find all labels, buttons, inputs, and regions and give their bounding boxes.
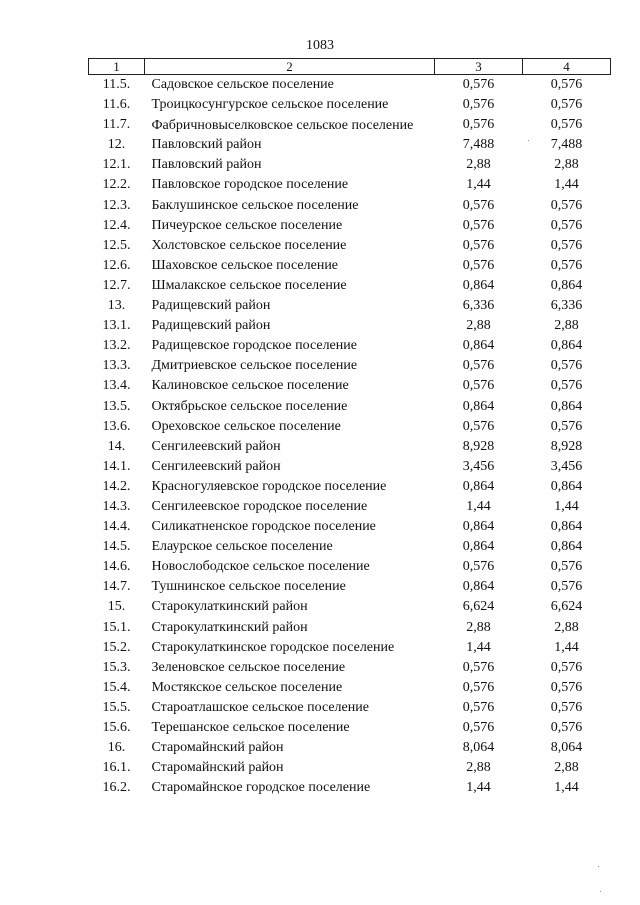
row-value-col4: 6,336 bbox=[550, 298, 583, 314]
table-row bbox=[89, 517, 611, 537]
row-value-col3: 0,864 bbox=[462, 398, 495, 414]
row-value-col3: 0,576 bbox=[462, 418, 495, 434]
row-number: 13.1. bbox=[102, 318, 131, 334]
row-value-col3: 2,88 bbox=[466, 318, 491, 334]
row-name: Шмалакское сельское поселение bbox=[151, 277, 347, 293]
row-name: Тушнинское сельское поселение bbox=[151, 579, 346, 595]
row-value-col3: 2,88 bbox=[466, 157, 491, 173]
table-row bbox=[89, 316, 611, 336]
row-name: Павловский район bbox=[151, 137, 262, 153]
table-row bbox=[89, 135, 611, 155]
row-value-col4: 0,576 bbox=[550, 559, 583, 575]
row-name: Старокулаткинское городское поселение bbox=[151, 639, 395, 655]
row-number: 13.6. bbox=[102, 418, 131, 434]
row-name: Старокулаткинский район bbox=[151, 619, 308, 635]
table-row bbox=[89, 618, 611, 638]
table-row bbox=[89, 336, 611, 356]
table-body bbox=[89, 75, 611, 799]
row-value-col4: 0,576 bbox=[550, 579, 583, 595]
table-row bbox=[89, 437, 611, 457]
row-value-col4: 0,576 bbox=[550, 418, 583, 434]
table-row bbox=[89, 597, 611, 617]
header-col-1: 1 bbox=[89, 59, 145, 75]
row-value-col4: 8,928 bbox=[550, 438, 583, 454]
row-value-col3: 0,864 bbox=[462, 539, 495, 555]
row-value-col4: 3,456 bbox=[550, 458, 583, 474]
row-value-col3: 8,064 bbox=[462, 740, 495, 756]
row-number: 14.3. bbox=[102, 498, 131, 514]
row-value-col3: 0,864 bbox=[462, 579, 495, 595]
row-name: Старомайнское городское поселение bbox=[151, 780, 371, 796]
row-number: 15.4. bbox=[102, 679, 131, 695]
row-number: 14.7. bbox=[102, 579, 131, 595]
table-row bbox=[89, 196, 611, 216]
row-number: 14.5. bbox=[102, 539, 131, 555]
row-name: Красногуляевское городское поселение bbox=[151, 478, 387, 494]
row-number: 12.6. bbox=[102, 257, 131, 273]
row-value-col3: 3,456 bbox=[462, 458, 495, 474]
row-value-col3: 0,576 bbox=[462, 358, 495, 374]
row-value-col3: 0,576 bbox=[462, 699, 495, 715]
row-value-col4: 0,576 bbox=[550, 659, 583, 675]
row-name: Старомайнский район bbox=[151, 760, 284, 776]
row-value-col4: 2,88 bbox=[554, 318, 579, 334]
row-value-col4: 2,88 bbox=[554, 619, 579, 635]
row-value-col4: 0,864 bbox=[550, 478, 583, 494]
table-row bbox=[89, 718, 611, 738]
row-value-col4: 0,576 bbox=[550, 720, 583, 735]
table-header-row bbox=[89, 59, 611, 75]
table-row bbox=[89, 778, 611, 798]
row-value-col3: 0,576 bbox=[462, 257, 495, 273]
row-number: 15.2. bbox=[102, 639, 131, 655]
row-value-col3: 0,576 bbox=[462, 217, 495, 233]
table-row bbox=[89, 738, 611, 758]
table-row bbox=[89, 216, 611, 236]
row-name: Пичеурское сельское поселение bbox=[151, 217, 343, 233]
table-row bbox=[89, 236, 611, 256]
row-value-col4: 0,864 bbox=[550, 277, 583, 293]
table-row bbox=[89, 75, 611, 96]
row-name: Шаховское сельское поселение bbox=[151, 257, 339, 273]
row-value-col4: 0,864 bbox=[550, 398, 583, 414]
row-value-col3: 2,88 bbox=[466, 760, 491, 776]
row-name: Сенгилеевский район bbox=[151, 458, 281, 474]
row-value-col4: 0,576 bbox=[550, 237, 583, 253]
table-row bbox=[89, 557, 611, 577]
row-value-col4: 0,576 bbox=[550, 217, 583, 233]
row-number: 13.3. bbox=[102, 358, 131, 374]
table-row bbox=[89, 678, 611, 698]
row-name: Холстовское сельское поселение bbox=[151, 237, 347, 253]
row-value-col3: 8,928 bbox=[462, 438, 495, 454]
row-number: 13.4. bbox=[102, 378, 131, 394]
row-value-col3: 6,624 bbox=[462, 599, 495, 615]
row-number: 14. bbox=[107, 438, 126, 454]
row-name: Мостякское сельское поселение bbox=[151, 679, 343, 695]
row-value-col4: 8,064 bbox=[550, 740, 583, 756]
row-value-col4: 0,576 bbox=[550, 257, 583, 273]
row-number: 15.5. bbox=[102, 699, 131, 715]
row-value-col4: 0,576 bbox=[550, 679, 583, 695]
row-number: 13.2. bbox=[102, 338, 131, 354]
row-number: 14.2. bbox=[102, 478, 131, 494]
row-name: Радищевский район bbox=[151, 298, 271, 314]
row-name: Дмитриевское сельское поселение bbox=[151, 358, 358, 374]
row-value-col4: 0,864 bbox=[550, 539, 583, 555]
row-value-col4: 0,576 bbox=[550, 77, 583, 92]
row-value-col4: 0,576 bbox=[550, 197, 583, 213]
row-number: 12.4. bbox=[102, 217, 131, 233]
row-value-col4: 1,44 bbox=[554, 780, 579, 796]
row-number: 15.3. bbox=[102, 659, 131, 675]
row-value-col3: 0,576 bbox=[462, 720, 495, 735]
row-name: Радищевский район bbox=[151, 318, 271, 334]
row-number: 12.3. bbox=[102, 197, 131, 213]
row-name: Новослободское сельское поселение bbox=[151, 559, 370, 575]
row-number: 12.1. bbox=[102, 157, 131, 173]
row-number: 11.5. bbox=[102, 77, 131, 92]
table-row bbox=[89, 537, 611, 557]
table-row bbox=[89, 397, 611, 417]
header-col-3: 3 bbox=[435, 59, 523, 75]
row-value-col3: 1,44 bbox=[466, 498, 491, 514]
row-name: Старомайнский район bbox=[151, 740, 284, 756]
row-value-col3: 0,864 bbox=[462, 277, 495, 293]
row-value-col4: 2,88 bbox=[554, 157, 579, 173]
header-col-4: 4 bbox=[523, 59, 611, 75]
row-name: Октябрьское сельское поселение bbox=[151, 398, 348, 414]
table-row bbox=[89, 638, 611, 658]
row-number: 12. bbox=[107, 137, 126, 153]
table-row bbox=[89, 658, 611, 678]
row-value-col3: 0,576 bbox=[462, 117, 495, 133]
table-row bbox=[89, 577, 611, 597]
row-name: Павловское городское поселение bbox=[151, 177, 349, 193]
row-number: 16. bbox=[107, 740, 126, 756]
row-name: Силикатненское городское поселение bbox=[151, 519, 376, 535]
row-name: Староатлашское сельское поселение bbox=[151, 699, 369, 715]
table-row bbox=[89, 175, 611, 195]
table-row bbox=[89, 758, 611, 778]
row-value-col4: 1,44 bbox=[554, 498, 579, 514]
row-value-col3: 1,44 bbox=[466, 177, 491, 193]
row-name: Зеленовское сельское поселение bbox=[151, 659, 346, 675]
row-number: 11.7. bbox=[102, 117, 131, 133]
row-number: 12.2. bbox=[102, 177, 131, 193]
table-row bbox=[89, 95, 611, 115]
row-number: 15.1. bbox=[102, 619, 131, 635]
row-value-col3: 1,44 bbox=[466, 639, 491, 655]
row-name: Фабричновыселковское сельское поселение bbox=[151, 118, 414, 134]
row-value-col4: 6,624 bbox=[550, 599, 583, 615]
row-value-col3: 0,576 bbox=[462, 659, 495, 675]
row-value-col3: 0,864 bbox=[462, 478, 495, 494]
table-row bbox=[89, 376, 611, 396]
row-value-col4: 0,576 bbox=[550, 378, 583, 394]
row-value-col3: 0,576 bbox=[462, 197, 495, 213]
row-number: 11.6. bbox=[102, 97, 131, 113]
table-row bbox=[89, 115, 611, 135]
row-name: Сенгилеевское городское поселение bbox=[151, 498, 368, 514]
row-value-col4: 2,88 bbox=[554, 760, 579, 776]
row-number: 13. bbox=[107, 298, 126, 314]
table-row bbox=[89, 497, 611, 517]
row-number: 14.4. bbox=[102, 519, 131, 535]
table-row bbox=[89, 417, 611, 437]
row-value-col4: 1,44 bbox=[554, 639, 579, 655]
row-number: 15.6. bbox=[102, 720, 131, 735]
row-value-col3: 0,576 bbox=[462, 77, 495, 92]
table-row bbox=[89, 155, 611, 175]
row-value-col4: 0,576 bbox=[550, 117, 583, 133]
row-name: Садовское сельское поселение bbox=[151, 77, 334, 92]
data-table bbox=[88, 58, 611, 798]
row-value-col4: 0,576 bbox=[550, 699, 583, 715]
row-name: Калиновское сельское поселение bbox=[151, 378, 349, 394]
row-number: 13.5. bbox=[102, 398, 131, 414]
row-value-col3: 0,576 bbox=[462, 97, 495, 113]
row-number: 15. bbox=[107, 599, 126, 615]
row-name: Троицкосунгурское сельское поселение bbox=[151, 97, 389, 113]
header-col-2: 2 bbox=[145, 59, 435, 75]
row-number: 12.5. bbox=[102, 237, 131, 253]
row-name: Елаурское сельское поселение bbox=[151, 539, 333, 555]
row-value-col3: 0,864 bbox=[462, 519, 495, 535]
table-row bbox=[89, 256, 611, 276]
row-value-col3: 1,44 bbox=[466, 780, 491, 796]
table-row bbox=[89, 276, 611, 296]
row-value-col3: 7,488 bbox=[462, 137, 495, 153]
row-value-col3: 0,864 bbox=[462, 338, 495, 354]
row-name: Терешанское сельское поселение bbox=[151, 720, 350, 735]
table-row bbox=[89, 356, 611, 376]
row-value-col3: 0,576 bbox=[462, 559, 495, 575]
table-row bbox=[89, 698, 611, 718]
row-value-col3: 2,88 bbox=[466, 619, 491, 635]
row-number: 12.7. bbox=[102, 277, 131, 293]
row-name: Баклушинское сельское поселение bbox=[151, 197, 359, 213]
row-number: 14.6. bbox=[102, 559, 131, 575]
row-value-col3: 0,576 bbox=[462, 378, 495, 394]
row-value-col4: 1,44 bbox=[554, 177, 579, 193]
row-number: 16.1. bbox=[102, 760, 131, 776]
row-value-col4: 0,576 bbox=[550, 97, 583, 113]
page-number: 1083 bbox=[306, 38, 334, 53]
row-value-col3: 0,576 bbox=[462, 679, 495, 695]
row-value-col4: 0,864 bbox=[550, 519, 583, 535]
row-number: 16.2. bbox=[102, 780, 131, 796]
table-row bbox=[89, 457, 611, 477]
row-value-col3: 0,576 bbox=[462, 237, 495, 253]
row-name: Радищевское городское поселение bbox=[151, 338, 357, 354]
row-value-col3: 6,336 bbox=[462, 298, 495, 314]
row-value-col4: 0,864 bbox=[550, 338, 583, 354]
row-number: 14.1. bbox=[102, 458, 131, 474]
row-value-col4: 7,488 bbox=[550, 137, 583, 153]
row-name: Павловский район bbox=[151, 157, 262, 173]
table-row bbox=[89, 477, 611, 497]
table-row bbox=[89, 296, 611, 316]
row-value-col4: 0,576 bbox=[550, 358, 583, 374]
row-name: Старокулаткинский район bbox=[151, 599, 308, 615]
row-name: Сенгилеевский район bbox=[151, 438, 281, 454]
row-name: Ореховское сельское поселение bbox=[151, 418, 341, 434]
